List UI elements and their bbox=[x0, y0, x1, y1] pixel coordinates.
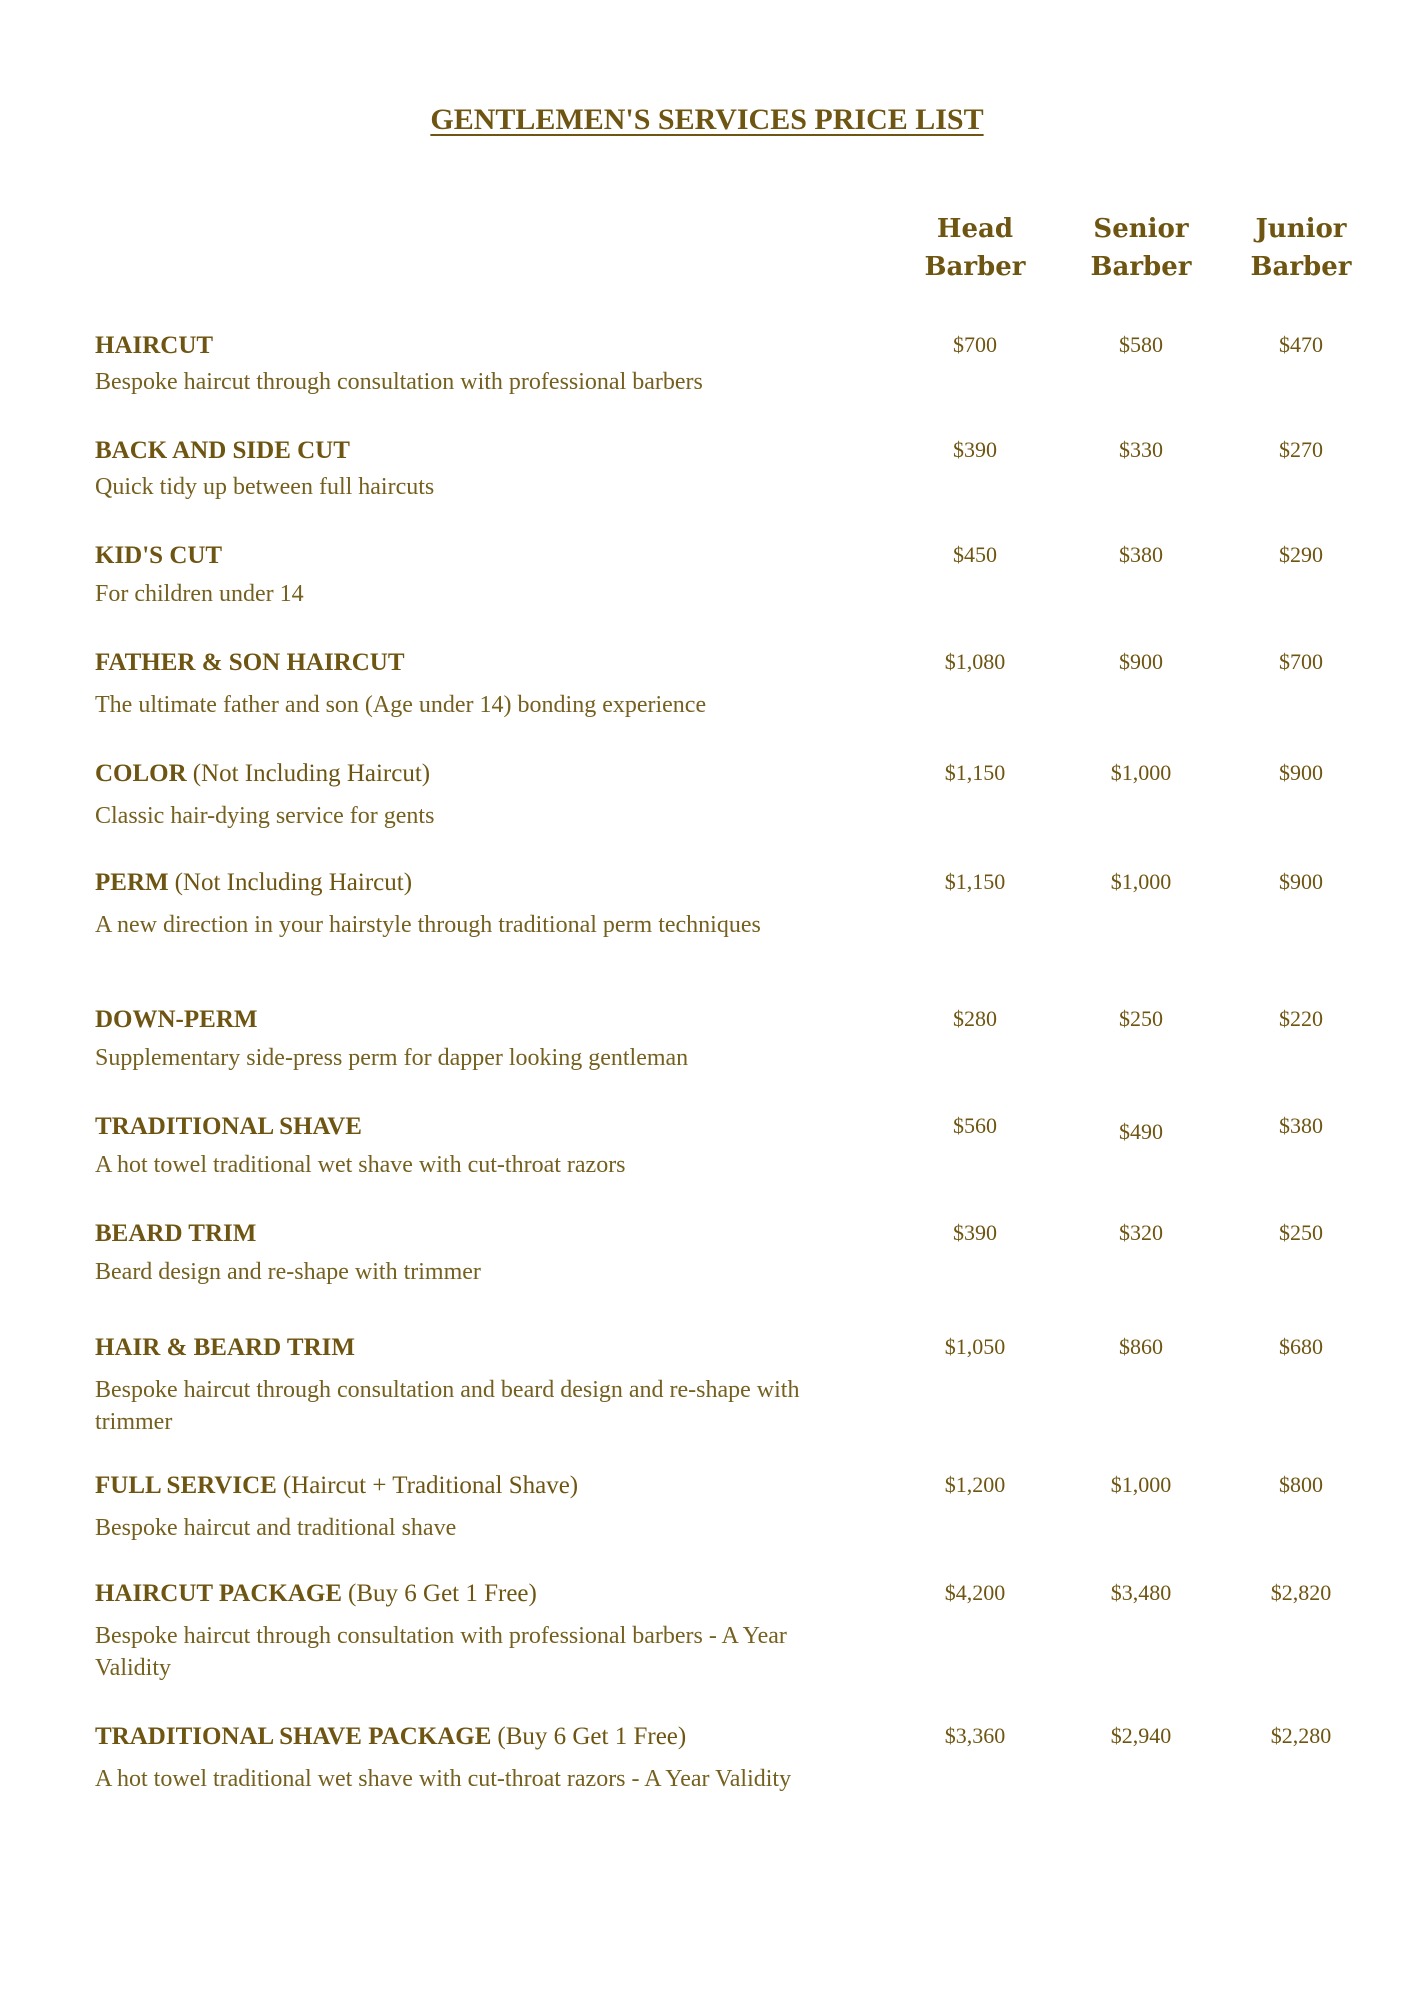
price-junior-barber: $220 bbox=[1279, 1006, 1323, 1031]
service-description: A hot towel traditional wet shave with cut-throat razors bbox=[95, 1152, 626, 1178]
price-junior-barber: $800 bbox=[1279, 1472, 1323, 1497]
service-description: Bespoke haircut through consultation with professional barbers - A Year Validity bbox=[95, 1623, 787, 1681]
price-head-barber: $450 bbox=[953, 542, 997, 567]
price-senior-barber: $490 bbox=[1119, 1119, 1163, 1144]
service-description: Bespoke haircut through consultation with professional barbers bbox=[95, 369, 703, 395]
price-head-barber: $1,080 bbox=[944, 649, 1006, 674]
price-head-barber: $390 bbox=[953, 1220, 997, 1245]
price-head-barber: $1,200 bbox=[944, 1472, 1006, 1497]
price-junior-barber: $2,280 bbox=[1270, 1723, 1332, 1748]
service-name: HAIRCUT PACKAGE (Buy 6 Get 1 Free) bbox=[95, 1580, 537, 1607]
service-description: Beard design and re-shape with trimmer bbox=[95, 1259, 481, 1285]
price-senior-barber: $250 bbox=[1119, 1006, 1163, 1031]
price-senior-barber: $1,000 bbox=[1110, 869, 1172, 894]
column-header-line: Junior bbox=[1255, 214, 1347, 244]
service-name: KID'S CUT bbox=[95, 542, 223, 569]
price-junior-barber: $2,820 bbox=[1270, 1580, 1332, 1605]
price-senior-barber: $580 bbox=[1119, 332, 1163, 357]
price-head-barber: $560 bbox=[953, 1113, 997, 1138]
price-senior-barber: $860 bbox=[1119, 1334, 1163, 1359]
price-head-barber: $4,200 bbox=[944, 1580, 1006, 1605]
column-header-head-barber bbox=[900, 210, 1050, 286]
service-description: Classic hair-dying service for gents bbox=[95, 803, 435, 829]
service-name: BEARD TRIM bbox=[95, 1220, 257, 1247]
price-head-barber: $1,150 bbox=[944, 760, 1006, 785]
price-head-barber: $1,050 bbox=[944, 1334, 1006, 1359]
service-name: HAIR & BEARD TRIM bbox=[95, 1334, 355, 1361]
price-senior-barber: $330 bbox=[1119, 437, 1163, 462]
service-description: Supplementary side-press perm for dapper looking gentleman bbox=[95, 1045, 689, 1071]
price-junior-barber: $680 bbox=[1279, 1334, 1323, 1359]
service-name: FATHER & SON HAIRCUT bbox=[95, 649, 405, 676]
price-senior-barber: $320 bbox=[1119, 1220, 1163, 1245]
column-header-line: Barber bbox=[924, 252, 1026, 282]
price-junior-barber: $250 bbox=[1279, 1220, 1323, 1245]
service-description: The ultimate father and son (Age under 14) bonding experience bbox=[95, 692, 707, 718]
service-description: A hot towel traditional wet shave with cut-throat razors - A Year Validity bbox=[95, 1766, 792, 1792]
price-junior-barber: $470 bbox=[1279, 332, 1323, 357]
price-senior-barber: $1,000 bbox=[1110, 1472, 1172, 1497]
service-name: HAIRCUT bbox=[95, 332, 214, 359]
column-header-junior-barber bbox=[1226, 210, 1376, 286]
column-header-line: Head bbox=[936, 214, 1014, 244]
price-senior-barber: $900 bbox=[1119, 649, 1163, 674]
service-description: Bespoke haircut and traditional shave bbox=[95, 1515, 457, 1541]
page-title: GENTLEMEN'S SERVICES PRICE LIST bbox=[430, 103, 984, 136]
column-header-line: Senior bbox=[1093, 214, 1189, 244]
column-header-line: Barber bbox=[1250, 252, 1352, 282]
service-description: A new direction in your hairstyle through traditional perm techniques bbox=[95, 912, 761, 938]
price-junior-barber: $290 bbox=[1279, 542, 1323, 567]
service-name: FULL SERVICE (Haircut + Traditional Shave) bbox=[95, 1472, 579, 1499]
price-senior-barber: $1,000 bbox=[1110, 760, 1172, 785]
service-description: Quick tidy up between full haircuts bbox=[95, 474, 435, 500]
service-description: For children under 14 bbox=[95, 581, 304, 607]
price-head-barber: $700 bbox=[953, 332, 997, 357]
service-name: BACK AND SIDE CUT bbox=[95, 437, 350, 464]
price-head-barber: $390 bbox=[953, 437, 997, 462]
price-junior-barber: $270 bbox=[1279, 437, 1323, 462]
price-head-barber: $280 bbox=[953, 1006, 997, 1031]
price-head-barber: $3,360 bbox=[944, 1723, 1006, 1748]
price-senior-barber: $3,480 bbox=[1110, 1580, 1172, 1605]
service-name: DOWN-PERM bbox=[95, 1006, 258, 1033]
service-name: COLOR (Not Including Haircut) bbox=[95, 760, 431, 787]
service-name: TRADITIONAL SHAVE PACKAGE (Buy 6 Get 1 Free) bbox=[95, 1723, 687, 1750]
column-header-line: Barber bbox=[1090, 252, 1192, 282]
price-senior-barber: $380 bbox=[1119, 542, 1163, 567]
price-head-barber: $1,150 bbox=[944, 869, 1006, 894]
column-header-senior-barber bbox=[1066, 210, 1216, 286]
price-junior-barber: $900 bbox=[1279, 869, 1323, 894]
price-junior-barber: $900 bbox=[1279, 760, 1323, 785]
price-senior-barber: $2,940 bbox=[1110, 1723, 1172, 1748]
service-name: PERM (Not Including Haircut) bbox=[95, 869, 413, 896]
service-name: TRADITIONAL SHAVE bbox=[95, 1113, 362, 1140]
price-junior-barber: $380 bbox=[1279, 1113, 1323, 1138]
service-description: Bespoke haircut through consultation and beard design and re-shape with trimmer bbox=[95, 1377, 800, 1435]
price-junior-barber: $700 bbox=[1279, 649, 1323, 674]
